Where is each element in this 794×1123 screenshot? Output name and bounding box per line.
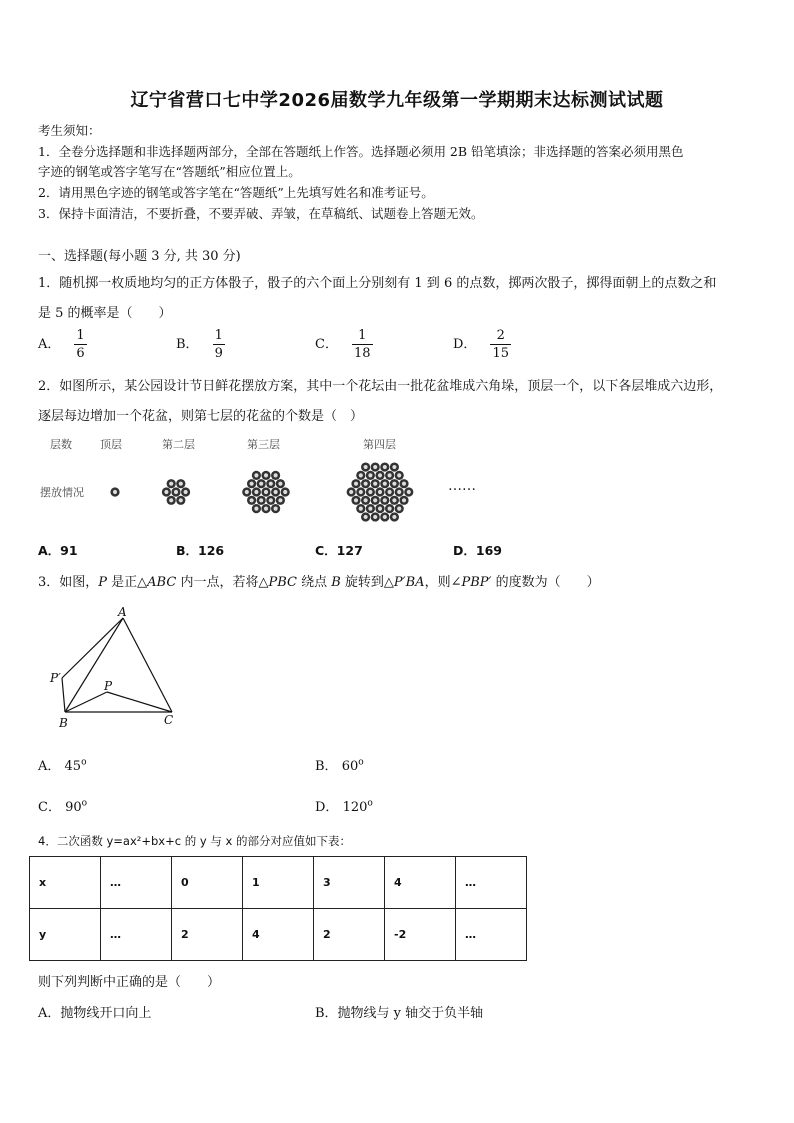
flower-pot-center bbox=[264, 473, 268, 477]
flower-pot-center bbox=[269, 498, 273, 502]
flower-pot-center bbox=[254, 507, 258, 511]
flower-pot-center bbox=[383, 498, 387, 502]
flower-pot-center bbox=[392, 482, 396, 486]
flower-pot-center bbox=[274, 473, 278, 477]
q1-option-c[interactable]: C． $\frac{1}{18}$ bbox=[315, 328, 371, 361]
q1-option-a[interactable]: A． $\frac{1}{6}$ bbox=[38, 328, 85, 361]
notice-line-1b: 字迹的钢笔或答字笔写在“答题纸”相应位置上。 bbox=[38, 164, 301, 179]
flower-pot-center bbox=[269, 482, 273, 486]
flower-pot-center bbox=[364, 515, 368, 519]
flower-pot-center bbox=[250, 482, 254, 486]
table-row bbox=[30, 857, 527, 909]
flower-pot-center bbox=[392, 515, 396, 519]
flower-pot-center bbox=[383, 482, 387, 486]
flower-pot-center bbox=[169, 482, 173, 486]
fig-ellipsis: …… bbox=[448, 478, 476, 494]
flower-pot-center bbox=[407, 490, 411, 494]
flower-pot-center bbox=[359, 507, 363, 511]
flower-pot-center bbox=[169, 498, 173, 502]
fig-header-4: 第四层 bbox=[363, 438, 396, 451]
q1-text-2: 是 5 的概率是（ ） bbox=[38, 306, 172, 321]
flower-pot-center bbox=[373, 515, 377, 519]
label-p1: P′ bbox=[50, 671, 61, 685]
table-cell: 4 bbox=[385, 857, 456, 909]
flower-pot-center bbox=[278, 498, 282, 502]
flower-pot-center bbox=[388, 507, 392, 511]
q2-text-1: 2．如图所示，某公园设计节日鲜花摆放方案，其中一个花坛由一批花盆堆成六角垛，顶层一个，以下各层堆成六边形， bbox=[38, 379, 723, 394]
notice-line-2: 2．请用黑色字迹的钢笔或答字笔在“答题纸”上先填写姓名和准考证号。 bbox=[38, 185, 434, 200]
flower-pot-center bbox=[254, 473, 258, 477]
flower-pot-center bbox=[354, 498, 358, 502]
flower-pot-center bbox=[179, 498, 183, 502]
flower-pot-center bbox=[250, 498, 254, 502]
fraction: $\frac{2}{15}$ bbox=[492, 328, 509, 361]
edge-ac bbox=[123, 618, 172, 712]
q1-text-1: 1．随机掷一枚质地均匀的正方体骰子，骰子的六个面上分别刻有 1 到 6 的点数，掷两次骰子，掷得面朝上的点数之和 bbox=[38, 276, 717, 291]
flower-pot-center bbox=[259, 482, 263, 486]
q2-text-2: 逐层每边增加一个花盆，则第七层的花盆的个数是（ ） bbox=[38, 409, 364, 424]
q4-text-2: 则下列判断中正确的是（ ） bbox=[38, 975, 221, 990]
flower-pot-center bbox=[259, 498, 263, 502]
table-cell: x bbox=[30, 857, 101, 909]
flower-pot-center bbox=[364, 482, 368, 486]
pot-clusters bbox=[110, 462, 413, 521]
q3-option-b[interactable]: B． 60$^o$ bbox=[315, 757, 364, 774]
flower-pot-center bbox=[392, 498, 396, 502]
flower-pot-center bbox=[359, 490, 363, 494]
edge-p1b bbox=[62, 678, 65, 712]
fraction: $\frac{1}{6}$ bbox=[76, 328, 85, 361]
label-p: P bbox=[104, 679, 113, 693]
flower-pot-center bbox=[184, 490, 188, 494]
q4-text-1: 4．二次函数 y=ax²+bx+c 的 y 与 x 的部分对应值如下表： bbox=[38, 834, 351, 848]
notice-line-3: 3．保持卡面清洁，不要折叠，不要弄破、弄皱，在草稿纸、试题卷上答题无效。 bbox=[38, 206, 484, 221]
table-cell: … bbox=[101, 909, 172, 961]
q4-option-a[interactable]: A．抛物线开口向上 bbox=[38, 1006, 152, 1021]
flower-pot-center bbox=[264, 507, 268, 511]
flower-pot-center bbox=[397, 473, 401, 477]
flower-pot-center bbox=[179, 482, 183, 486]
table-cell: 1 bbox=[243, 857, 314, 909]
table-cell: … bbox=[456, 857, 527, 909]
flower-pot-center bbox=[368, 490, 372, 494]
q3-option-c[interactable]: C． 90$^o$ bbox=[38, 798, 88, 815]
flower-pot-center bbox=[283, 490, 287, 494]
flower-pot-center bbox=[174, 490, 178, 494]
flower-pot-center bbox=[397, 490, 401, 494]
edge-ap1 bbox=[62, 618, 123, 678]
flower-pot-center bbox=[278, 482, 282, 486]
fig-header-top: 顶层 bbox=[100, 438, 122, 451]
fig-row-label: 摆放情况 bbox=[40, 486, 84, 499]
table-cell: 4 bbox=[243, 909, 314, 961]
fraction: $\frac{1}{9}$ bbox=[214, 328, 223, 361]
flower-pot-center bbox=[349, 490, 353, 494]
q3-option-a[interactable]: A． 45$^o$ bbox=[38, 757, 87, 774]
flower-pot-center bbox=[388, 490, 392, 494]
triangle-figure bbox=[40, 600, 190, 735]
flower-pot-center bbox=[378, 507, 382, 511]
table-cell: 3 bbox=[314, 857, 385, 909]
table-row bbox=[30, 909, 527, 961]
notice-line-1: 1．全卷分选择题和非选择题两部分，全部在答题纸上作答。选择题必须用 2B 铅笔填涂；非选择题的答案必须用黑色 bbox=[38, 144, 684, 159]
label-c: C bbox=[164, 713, 174, 727]
fraction: $\frac{1}{18}$ bbox=[353, 328, 371, 361]
fig-header-layer: 层数 bbox=[50, 438, 72, 451]
flower-pot-center bbox=[378, 490, 382, 494]
flower-pot-center bbox=[373, 465, 377, 469]
flower-pot-center bbox=[397, 507, 401, 511]
page-title: 辽宁省营口七中学2026届数学九年级第一学期期末达标测试试题 bbox=[130, 90, 664, 111]
flower-pot-center bbox=[245, 490, 249, 494]
flower-pot-center bbox=[368, 507, 372, 511]
flower-pot-center bbox=[368, 473, 372, 477]
table-cell: 2 bbox=[314, 909, 385, 961]
table-cell: y bbox=[30, 909, 101, 961]
flower-pot-center bbox=[383, 465, 387, 469]
q1-option-d[interactable]: D． $\frac{2}{15}$ bbox=[453, 328, 509, 361]
flower-pot-center bbox=[254, 490, 258, 494]
flower-pot-center bbox=[373, 482, 377, 486]
flower-pot-center bbox=[359, 473, 363, 477]
q2-option-d[interactable]: D．169 bbox=[453, 543, 502, 558]
label-b: B bbox=[59, 716, 68, 730]
table-cell: … bbox=[456, 909, 527, 961]
fig-header-2: 第二层 bbox=[162, 438, 195, 451]
edge-pc bbox=[107, 692, 172, 712]
q4-option-b[interactable]: B．抛物线与 y 轴交于负半轴 bbox=[315, 1006, 484, 1021]
q2-option-a[interactable]: A．91 bbox=[38, 543, 78, 558]
flower-pot-figure bbox=[30, 432, 500, 532]
flower-pot-center bbox=[274, 490, 278, 494]
flower-pot-center bbox=[402, 482, 406, 486]
section-heading: 一、选择题(每小题 3 分, 共 30 分) bbox=[38, 249, 241, 264]
flower-pot-center bbox=[164, 490, 168, 494]
table-cell: 2 bbox=[172, 909, 243, 961]
flower-pot-center bbox=[113, 490, 117, 494]
flower-pot-center bbox=[388, 473, 392, 477]
fig-header-3: 第三层 bbox=[247, 438, 280, 451]
flower-pot-center bbox=[402, 498, 406, 502]
flower-pot-center bbox=[378, 473, 382, 477]
flower-pot-center bbox=[383, 515, 387, 519]
q1-option-b[interactable]: B． $\frac{1}{9}$ bbox=[176, 328, 223, 361]
label-a: A bbox=[118, 605, 127, 619]
flower-pot-center bbox=[392, 465, 396, 469]
flower-pot-center bbox=[264, 490, 268, 494]
flower-pot-center bbox=[274, 507, 278, 511]
flower-pot-center bbox=[354, 482, 358, 486]
flower-pot-center bbox=[373, 498, 377, 502]
q2-option-b[interactable]: B．126 bbox=[176, 543, 225, 558]
q3-text-1: 3．如图，P 是正△ABC 内一点，若将△PBC 绕点 B 旋转到△P′BA，则∠PBP′ 的度数为（ ） bbox=[38, 575, 600, 590]
table-cell: -2 bbox=[385, 909, 456, 961]
notice-heading: 考生须知： bbox=[38, 123, 101, 138]
q2-option-c[interactable]: C．127 bbox=[315, 543, 363, 558]
q3-option-d[interactable]: D． 120$^o$ bbox=[315, 798, 373, 815]
flower-pot-center bbox=[364, 465, 368, 469]
table-cell: … bbox=[101, 857, 172, 909]
flower-pot-center bbox=[364, 498, 368, 502]
table-cell: 0 bbox=[172, 857, 243, 909]
value-table bbox=[29, 856, 527, 961]
